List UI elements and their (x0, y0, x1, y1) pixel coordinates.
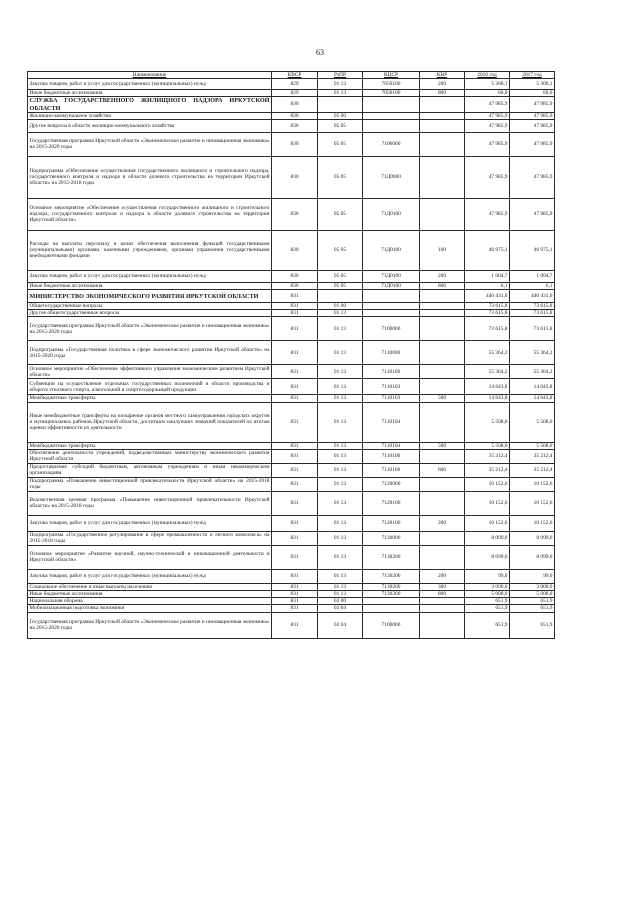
cell-ksvr: 831 (272, 477, 318, 491)
cell-2016: 46 975,1 (465, 230, 510, 270)
cell-2016: 55 364,2 (465, 365, 510, 379)
cell-2016: 73 615,8 (465, 317, 510, 341)
column-header-2017: 2017 год (510, 72, 555, 79)
cell-kcsr: 7110106 (363, 463, 420, 477)
cell-2016: 55 364,2 (465, 341, 510, 365)
table-row (28, 132, 555, 156)
cell-kvr (420, 449, 465, 463)
cell-ksvr: 831 (272, 317, 318, 341)
cell-kvr: 800 (420, 591, 465, 598)
cell-2016: 47 985,9 (465, 198, 510, 230)
table-row (28, 449, 555, 463)
table-row (28, 290, 555, 303)
cell-ksvr: 831 (272, 463, 318, 477)
cell-ksvr: 831 (272, 583, 318, 590)
cell-name: Государственная программа Иркутской области «Экономическое развитие и инновационная экономика» на 2015-2020 годы (28, 132, 272, 156)
cell-kcsr (363, 598, 420, 605)
cell-kcsr (363, 310, 420, 317)
column-header-rzpr: РзПР (318, 72, 363, 79)
cell-2016: 10 152,6 (465, 477, 510, 491)
cell-kcsr: 7100000 (363, 612, 420, 638)
cell-name: Иные бюджетные ассигнования (28, 282, 272, 289)
cell-ksvr: 829 (272, 90, 318, 97)
cell-rzpr: 01 13 (318, 90, 363, 97)
cell-name: Жилищно-коммунальное хозяйство (28, 112, 272, 119)
cell-rzpr (318, 97, 363, 112)
cell-kvr (420, 531, 465, 545)
budget-table (27, 71, 555, 639)
cell-kcsr: 7110104 (363, 442, 420, 449)
cell-ksvr: 830 (272, 119, 318, 132)
cell-kcsr (363, 605, 420, 612)
cell-ksvr: 830 (272, 230, 318, 270)
cell-2017: 3 000,0 (510, 583, 555, 590)
cell-kcsr: 7110103 (363, 379, 420, 395)
cell-2017: 47 985,9 (510, 112, 555, 119)
cell-rzpr: 01 13 (318, 449, 363, 463)
cell-rzpr: 01 13 (318, 531, 363, 545)
cell-2016: 47 985,9 (465, 112, 510, 119)
cell-rzpr: 01 13 (318, 402, 363, 442)
cell-2016: 5 300,1 (465, 79, 510, 90)
cell-2017: 55 364,2 (510, 365, 555, 379)
cell-kcsr (363, 97, 420, 112)
column-header-2016: 2016 год (465, 72, 510, 79)
cell-ksvr: 830 (272, 282, 318, 289)
cell-kvr: 200 (420, 569, 465, 583)
cell-rzpr: 01 13 (318, 317, 363, 341)
cell-2016: 10 152,6 (465, 515, 510, 531)
table-row (28, 198, 555, 230)
cell-2017: 651,9 (510, 612, 555, 638)
cell-2016: 73 615,8 (465, 310, 510, 317)
table-row (28, 310, 555, 317)
cell-2017: 5 300,1 (510, 79, 555, 90)
cell-2017: 46 975,1 (510, 230, 555, 270)
cell-2016: 47 985,9 (465, 132, 510, 156)
cell-ksvr: 831 (272, 442, 318, 449)
table-row (28, 97, 555, 112)
cell-kcsr: 71Д0100 (363, 270, 420, 282)
cell-kcsr: 7100000 (363, 132, 420, 156)
cell-name: Государственная программа Иркутской области «Экономическое развитие и инновационная экономика» на 2015-2020 годы (28, 612, 272, 638)
cell-kcsr: 7130000 (363, 531, 420, 545)
cell-2016: 6,1 (465, 282, 510, 289)
cell-ksvr: 831 (272, 491, 318, 515)
cell-ksvr: 831 (272, 545, 318, 569)
cell-2017: 73 615,8 (510, 317, 555, 341)
table-row (28, 463, 555, 477)
cell-name: Предоставление субсидий бюджетным, автономным учреждениям и иным некоммерческим организациям (29, 464, 270, 477)
cell-2016: 8 099,0 (465, 531, 510, 545)
cell-rzpr: 01 13 (318, 365, 363, 379)
cell-name: Общегосударственные вопросы (28, 303, 272, 310)
cell-kcsr (363, 303, 420, 310)
page-number: 63 (316, 48, 324, 57)
cell-name: Расходы на выплаты персоналу в целях обеспечения выполнения функций государственными (муниципальными) органами, казенными учреждениями, органами управления государственными внебюджетными фондами (28, 230, 272, 270)
cell-2017: 5 508,0 (510, 402, 555, 442)
cell-2016: 73 615,8 (465, 303, 510, 310)
cell-kvr: 500 (420, 442, 465, 449)
cell-ksvr: 831 (272, 303, 318, 310)
cell-ksvr: 830 (272, 112, 318, 119)
cell-ksvr: 830 (272, 132, 318, 156)
cell-2017: 55 364,2 (510, 341, 555, 365)
cell-kvr (420, 365, 465, 379)
cell-ksvr: 831 (272, 591, 318, 598)
cell-kcsr: 7050100 (363, 79, 420, 90)
cell-2017: 47 985,9 (510, 119, 555, 132)
cell-rzpr: 01 13 (318, 591, 363, 598)
cell-name: Другие вопросы в области жилищно-коммунального хозяйства (28, 119, 272, 132)
cell-2016: 35 212,4 (465, 463, 510, 477)
cell-kcsr: 71Д0100 (363, 198, 420, 230)
cell-rzpr: 01 00 (318, 303, 363, 310)
cell-rzpr: 01 13 (318, 463, 363, 477)
cell-rzpr: 01 13 (318, 477, 363, 491)
cell-name: Иные бюджетные ассигнования (28, 90, 272, 97)
cell-kvr (420, 379, 465, 395)
cell-kcsr (363, 290, 420, 303)
cell-2017: 35 212,4 (510, 449, 555, 463)
table-row (28, 612, 555, 638)
table-row (28, 531, 555, 545)
cell-ksvr: 831 (272, 402, 318, 442)
cell-2017: 5 000,0 (510, 591, 555, 598)
cell-name: Мобилизационная подготовка экономики (28, 605, 272, 612)
cell-kvr (420, 598, 465, 605)
cell-name: СЛУЖБА ГОСУДАРСТВЕННОГО ЖИЛИЩНОГО НАДЗОРА ИРКУТСКОЙ ОБЛАСТИ (29, 97, 270, 112)
cell-name: Подпрограмма «Повышение инвестиционной привлекательности Иркутской области» на 2015-2018 годы (29, 478, 270, 491)
cell-2016: 3 000,0 (465, 583, 510, 590)
cell-2017: 14 643,8 (510, 379, 555, 395)
table-row (28, 230, 555, 270)
cell-kvr: 800 (420, 90, 465, 97)
column-header-ksvr: КВСР (272, 72, 318, 79)
cell-kcsr: 7130200 (363, 545, 420, 569)
table-row (28, 303, 555, 310)
cell-kcsr: 71Д0000 (363, 156, 420, 198)
cell-rzpr: 01 13 (318, 545, 363, 569)
cell-kvr (420, 310, 465, 317)
cell-name: Обеспечение деятельности учреждений, подведомственных министерству экономического развития Иркутской области (29, 450, 270, 463)
cell-2017: 14 643,8 (510, 395, 555, 402)
cell-kcsr: 71Д0100 (363, 282, 420, 289)
cell-rzpr: 01 13 (318, 79, 363, 90)
cell-name: Закупка товаров, работ и услуг для государственных (муниципальных) нужд (28, 515, 272, 531)
cell-ksvr: 831 (272, 449, 318, 463)
cell-kvr: 800 (420, 282, 465, 289)
cell-name: Государственная программа Иркутской области «Экономическое развитие и инновационная экономика» на 2015-2020 годы (28, 317, 272, 341)
cell-rzpr: 05 05 (318, 156, 363, 198)
table-row (28, 402, 555, 442)
cell-2017: 6,1 (510, 282, 555, 289)
table-row (28, 598, 555, 605)
cell-ksvr: 831 (272, 365, 318, 379)
cell-2017: 47 985,9 (510, 198, 555, 230)
table-row (28, 341, 555, 365)
cell-rzpr: 05 05 (318, 282, 363, 289)
cell-2017: 47 985,9 (510, 156, 555, 198)
cell-kcsr (363, 119, 420, 132)
cell-kcsr: 7120000 (363, 477, 420, 491)
cell-kvr: 500 (420, 395, 465, 402)
table-row (28, 491, 555, 515)
cell-kvr (420, 341, 465, 365)
cell-name: Подпрограмма «Государственная политика в сфере экономического развития Иркутской области» на 2015-2020 годы (28, 341, 272, 365)
cell-ksvr: 830 (272, 156, 318, 198)
cell-name: Социальное обеспечение и иные выплаты населению (28, 583, 272, 590)
cell-rzpr: 01 13 (318, 395, 363, 402)
table-row (28, 365, 555, 379)
cell-kvr (420, 477, 465, 491)
cell-name: Подпрограмма «Государственное регулирование в сфере промышленности и лесного комплекса» на 2015-2018 годы (29, 532, 270, 545)
cell-kcsr: 7110000 (363, 341, 420, 365)
cell-2016: 60,0 (465, 90, 510, 97)
cell-name: Иные бюджетные ассигнования (28, 591, 272, 598)
cell-name: Ведомственная целевая программа «Повышение инвестиционной привлекательности Иркутской области» на 2015-2018 годы (28, 491, 272, 515)
cell-name: Другие общегосударственные вопросы (28, 310, 272, 317)
table-row (28, 317, 555, 341)
cell-kcsr: 7100000 (363, 317, 420, 341)
cell-kcsr: 7110104 (363, 402, 420, 442)
table-row (28, 270, 555, 282)
cell-2017: 10 152,6 (510, 491, 555, 515)
cell-2016: 14 643,8 (465, 379, 510, 395)
cell-rzpr: 02 00 (318, 598, 363, 605)
cell-2016: 35 212,4 (465, 449, 510, 463)
column-header-kvr: КВР (420, 72, 465, 79)
cell-kvr (420, 402, 465, 442)
cell-kvr (420, 97, 465, 112)
cell-kcsr: 7130200 (363, 583, 420, 590)
cell-kcsr: 7110106 (363, 449, 420, 463)
cell-kvr (420, 198, 465, 230)
cell-kvr: 200 (420, 79, 465, 90)
cell-2017: 10 152,6 (510, 515, 555, 531)
cell-kcsr: 7130200 (363, 569, 420, 583)
cell-2016: 651,9 (465, 598, 510, 605)
cell-name: Подпрограмма «Обеспечение осуществления государственного жилищного и строительного надзора, государственного контроля и надзора в области долевого строительства на территории Иркутской области» на 2015-2018 годы (28, 156, 272, 198)
cell-2017: 651,9 (510, 605, 555, 612)
cell-ksvr: 831 (272, 612, 318, 638)
cell-kvr (420, 290, 465, 303)
cell-name: Основное мероприятие «Обеспечение осуществления государственного жилищного и строительного надзора, государственного контроля и надзора в области долевого строительства на территории Иркутской области» (28, 198, 272, 230)
table-row (28, 395, 555, 402)
cell-kvr (420, 612, 465, 638)
cell-2016: 5 508,0 (465, 442, 510, 449)
table-row (28, 545, 555, 569)
cell-name: МИНИСТЕРСТВО ЭКОНОМИЧЕСКОГО РАЗВИТИЯ ИРКУТСКОЙ ОБЛАСТИ (28, 290, 272, 303)
cell-name: Основное мероприятие «Развитие научной, научно-технической и инновационной деятельности в Иркутской области» (28, 545, 272, 569)
cell-2017: 1 004,7 (510, 270, 555, 282)
cell-kvr (420, 317, 465, 341)
cell-rzpr: 05 05 (318, 132, 363, 156)
cell-2016: 651,9 (465, 605, 510, 612)
cell-ksvr: 830 (272, 198, 318, 230)
cell-kcsr: 7050100 (363, 90, 420, 97)
column-header-kcsr: КЦСР (363, 72, 420, 79)
cell-name: Национальная оборона (28, 598, 272, 605)
cell-ksvr: 831 (272, 531, 318, 545)
cell-2016: 14 643,8 (465, 395, 510, 402)
cell-2017: 73 615,8 (510, 310, 555, 317)
cell-2017: 47 985,9 (510, 132, 555, 156)
cell-rzpr: 01 13 (318, 310, 363, 317)
cell-kvr (420, 119, 465, 132)
table-row (28, 112, 555, 119)
cell-kvr: 200 (420, 515, 465, 531)
cell-2017: 47 985,9 (510, 97, 555, 112)
cell-2017: 8 099,0 (510, 545, 555, 569)
cell-2017: 651,9 (510, 598, 555, 605)
table-row (28, 583, 555, 590)
cell-kvr (420, 132, 465, 156)
cell-2016: 651,9 (465, 612, 510, 638)
cell-kcsr (363, 112, 420, 119)
cell-ksvr: 831 (272, 598, 318, 605)
cell-2016: 99,0 (465, 569, 510, 583)
cell-ksvr: 829 (272, 79, 318, 90)
table-row (28, 156, 555, 198)
cell-2016: 47 985,9 (465, 97, 510, 112)
table-header-row (28, 72, 555, 79)
cell-2017: 35 212,4 (510, 463, 555, 477)
cell-2017: 10 152,6 (510, 477, 555, 491)
cell-name: Закупка товаров, работ и услуг для государственных (муниципальных) нужд (28, 270, 272, 282)
table-row (28, 79, 555, 90)
cell-ksvr: 831 (272, 569, 318, 583)
cell-rzpr: 01 13 (318, 491, 363, 515)
cell-kvr (420, 112, 465, 119)
cell-ksvr: 831 (272, 605, 318, 612)
cell-kcsr: 7110103 (363, 395, 420, 402)
table-row (28, 119, 555, 132)
cell-2016: 8 099,0 (465, 545, 510, 569)
cell-rzpr: 05 05 (318, 198, 363, 230)
cell-kvr: 600 (420, 463, 465, 477)
cell-rzpr: 02 04 (318, 605, 363, 612)
cell-name: Закупка товаров, работ и услуг для государственных (муниципальных) нужд (28, 569, 272, 583)
cell-kvr (420, 303, 465, 310)
cell-ksvr: 831 (272, 290, 318, 303)
cell-rzpr: 01 13 (318, 583, 363, 590)
cell-rzpr: 05 05 (318, 230, 363, 270)
cell-kvr (420, 605, 465, 612)
cell-kvr (420, 491, 465, 515)
cell-rzpr: 01 13 (318, 442, 363, 449)
table-row (28, 477, 555, 491)
cell-2016: 47 985,9 (465, 119, 510, 132)
cell-kvr (420, 545, 465, 569)
cell-ksvr: 831 (272, 515, 318, 531)
cell-2016: 5 000,0 (465, 591, 510, 598)
cell-rzpr: 02 04 (318, 612, 363, 638)
cell-2016: 440 431,0 (465, 290, 510, 303)
cell-ksvr: 831 (272, 379, 318, 395)
cell-name: Иные межбюджетные трансферты на поощрение органов местного самоуправления городских округов и муниципальных районов Иркутской области, достигших наилучших значений показателей по итогам оценки эффективности их деятельности (28, 402, 272, 442)
cell-2016: 1 004,7 (465, 270, 510, 282)
cell-name: Межбюджетные трансферты (28, 442, 272, 449)
cell-2017: 440 431,0 (510, 290, 555, 303)
cell-ksvr: 831 (272, 395, 318, 402)
table-row (28, 282, 555, 289)
cell-name: Межбюджетные трансферты (28, 395, 272, 402)
cell-rzpr: 01 13 (318, 341, 363, 365)
table-row (28, 379, 555, 395)
table-row (28, 569, 555, 583)
cell-name: Основное мероприятие «Обеспечение эффективного управления экономическим развитием Иркутской области» (29, 365, 270, 378)
cell-ksvr: 830 (272, 270, 318, 282)
cell-2016: 10 152,6 (465, 491, 510, 515)
cell-name: Закупка товаров, работ и услуг для государственных (муниципальных) нужд (28, 79, 272, 90)
cell-rzpr: 01 13 (318, 515, 363, 531)
cell-kcsr: 7110100 (363, 365, 420, 379)
cell-2017: 99,0 (510, 569, 555, 583)
cell-rzpr: 05 05 (318, 270, 363, 282)
cell-rzpr: 01 13 (318, 379, 363, 395)
cell-kcsr: 71Д0100 (363, 230, 420, 270)
cell-kcsr: 7120100 (363, 491, 420, 515)
cell-rzpr (318, 290, 363, 303)
cell-kcsr: 7120100 (363, 515, 420, 531)
cell-2017: 73 615,8 (510, 303, 555, 310)
cell-name: Субвенции на осуществление отдельных государственных полномочий в области производства и оборота этилового спирта, алкогольной и спиртосодержащей продукции (29, 380, 270, 393)
cell-2016: 47 985,9 (465, 156, 510, 198)
table-row (28, 605, 555, 612)
cell-ksvr: 830 (272, 97, 318, 112)
cell-2017: 5 508,0 (510, 442, 555, 449)
cell-kvr: 100 (420, 230, 465, 270)
cell-rzpr: 05 00 (318, 112, 363, 119)
cell-rzpr: 05 05 (318, 119, 363, 132)
table-row (28, 90, 555, 97)
cell-ksvr: 831 (272, 341, 318, 365)
cell-2016: 5 508,0 (465, 402, 510, 442)
table-row (28, 515, 555, 531)
cell-2017: 8 099,0 (510, 531, 555, 545)
cell-kvr (420, 156, 465, 198)
cell-kvr: 300 (420, 583, 465, 590)
cell-2017: 60,0 (510, 90, 555, 97)
cell-rzpr: 01 13 (318, 569, 363, 583)
cell-kvr: 200 (420, 270, 465, 282)
cell-kcsr: 7130200 (363, 591, 420, 598)
column-header-name: Наименование (28, 72, 272, 79)
cell-ksvr: 831 (272, 310, 318, 317)
table-row (28, 591, 555, 598)
table-row (28, 442, 555, 449)
